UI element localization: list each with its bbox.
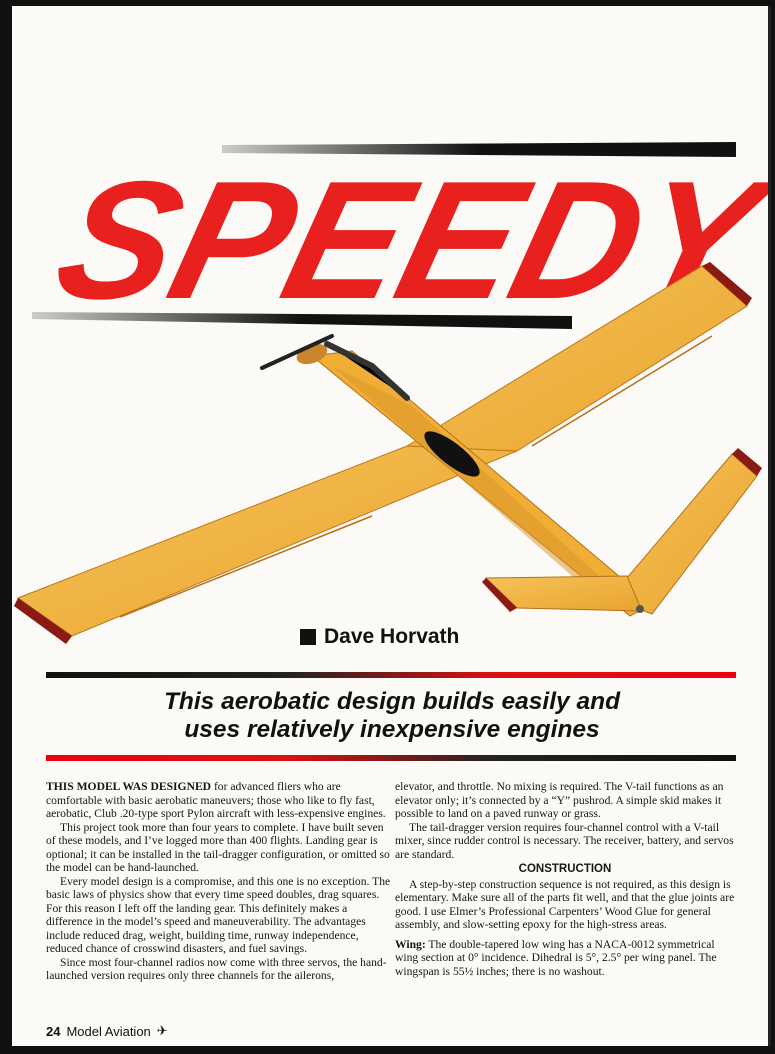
page-number: 24 bbox=[46, 1023, 61, 1039]
title-art bbox=[12, 6, 768, 666]
author-byline bbox=[300, 625, 459, 649]
section-heading: CONSTRUCTION bbox=[518, 863, 612, 875]
author-name: Dave Horvath bbox=[324, 625, 460, 648]
run-in-head: Wing: bbox=[395, 937, 426, 951]
divider-bottom bbox=[46, 755, 736, 761]
paragraph: This project took more than four years to complete. I have built seven of these models, and I’ve logged more than 400 flights. Landing gear is optional; it can be installed in the tail-dragger configuration, or omitted so the model can be hand-launched. bbox=[46, 820, 390, 874]
page-folio bbox=[46, 1023, 168, 1039]
body-column-2 bbox=[395, 780, 735, 978]
paragraph bbox=[46, 780, 394, 821]
paragraph: Every model design is a compromise, and this one is no exception. The basic laws of physics show that every time speed doubles, drag squares. For this reason I left off the landing gear. This definitely makes a difference in the model’s speed and maneuverability. The advantages include reduced drag, weight, building time, runway independence, reduced chance of crosswind disasters, and fuel savings. bbox=[46, 874, 391, 955]
lead-in: THIS MODEL WAS DESIGNED bbox=[46, 780, 212, 793]
paragraph: A step-by-step construction sequence is not required, as this design is elementary. Make sure all of the parts fit well, and that the glue joints are good. I use Elmer’s Professional Carpenters’ Wood Glue for general assembly, and slow-setting epoxy for the high-stress areas. bbox=[395, 877, 735, 931]
magazine-name: Model Aviation bbox=[66, 1023, 151, 1039]
byline-square-icon bbox=[300, 629, 316, 645]
body-column-1 bbox=[46, 780, 394, 983]
divider-top bbox=[46, 672, 736, 678]
airplane-icon: ✈ bbox=[156, 1023, 168, 1038]
paragraph: Since most four-channel radios now come with three servos, the hand-launched version requires only three channels for the ailerons, bbox=[46, 955, 387, 982]
title-speedy: SPEEDY bbox=[40, 147, 768, 335]
article-deck bbox=[52, 688, 732, 744]
paragraph: elevator, and throttle. No mixing is required. The V-tail functions as an elevator only; it’s connected by a “Y” pushrod. A simple skid makes it possible to land on a paved runway or grass. bbox=[395, 780, 724, 820]
deck-line-1: This aerobatic design builds easily and bbox=[163, 688, 621, 715]
paragraph-text: for advanced fliers who are comfortable with basic aerobatic maneuvers; those who like to fly fast, aerobatic, Club .20-type sport Pylon aircraft with less-expensive engines. bbox=[46, 780, 386, 820]
paragraph bbox=[395, 938, 735, 979]
paragraph-text: The double-tapered low wing has a NACA-0012 symmetrical wing section at 0° incidence. Dihedral is 5°, 2.5° per wing panel. The wingspan is 55½ inches; there is no washout. bbox=[395, 937, 717, 978]
magazine-page bbox=[12, 6, 771, 1046]
paragraph: The tail-dragger version requires four-channel control with a V-tail mixer, since rudder control is necessary. The receiver, battery, and servos are standard. bbox=[395, 820, 734, 861]
deck-line-2: uses relatively inexpensive engines bbox=[184, 716, 600, 743]
